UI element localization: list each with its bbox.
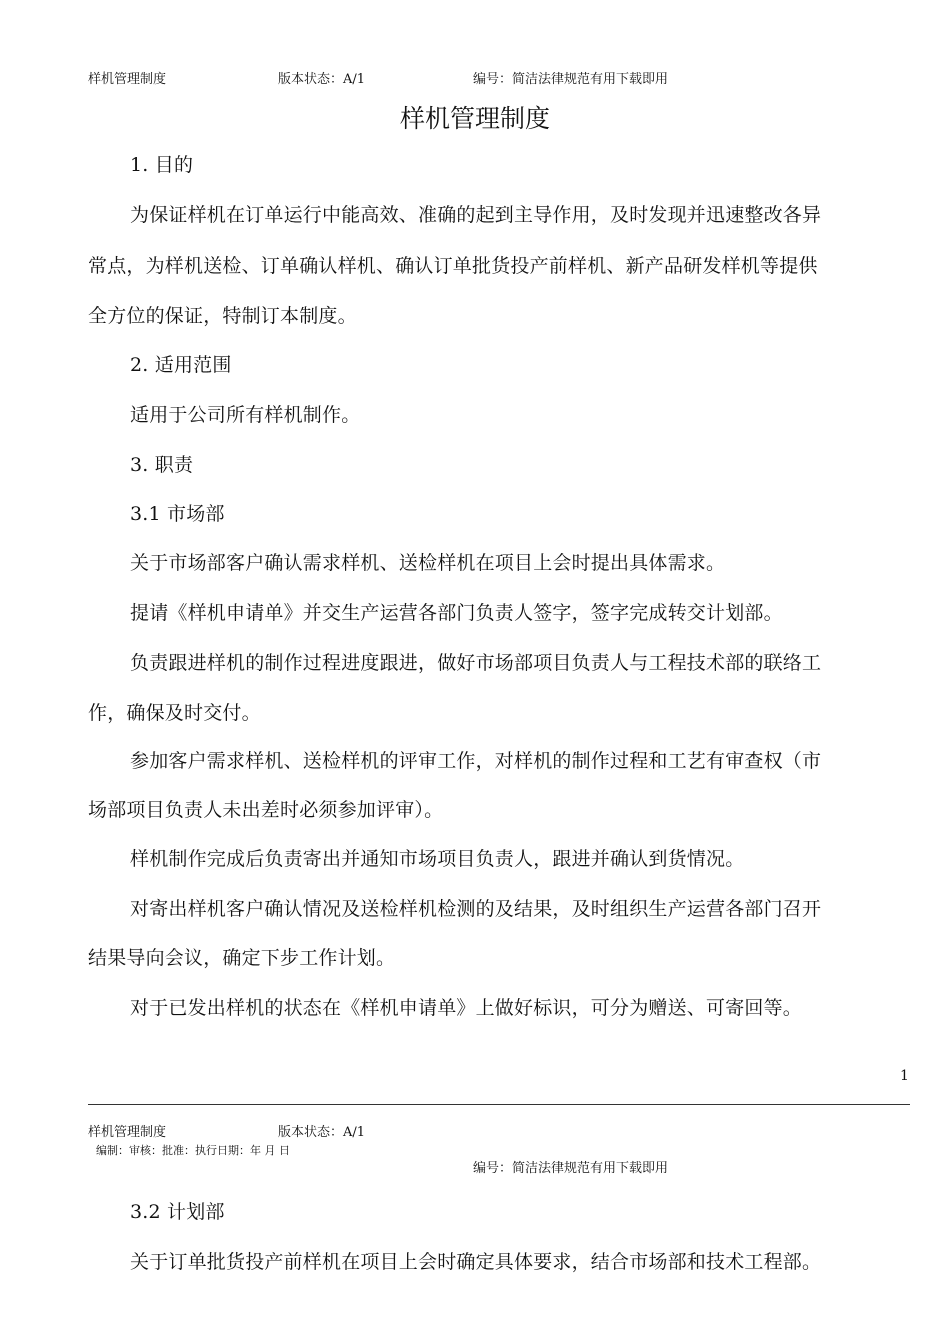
paragraph-line: 关于市场部客户确认需求样机、送检样机在项目上会时提出具体需求。 [130,552,726,574]
paragraph-line: 参加客户需求样机、送检样机的评审工作，对样机的制作过程和工艺有审查权（市 [130,750,822,772]
paragraph-line: 常点，为样机送检、订单确认样机、确认订单批货投产前样机、新产品研发样机等提供 [88,255,818,277]
header-doc-name: 样机管理制度 [88,1125,167,1140]
header-version: 版本状态：A/1 [278,72,366,87]
paragraph-line: 关于订单批货投产前样机在项目上会时确定具体要求，结合市场部和技术工程部。 [130,1251,822,1273]
paragraph-line: 提请《样机申请单》并交生产运营各部门负责人签字，签字完成转交计划部。 [130,602,783,624]
header-number: 编号：简洁法律规范有用下载即用 [473,72,669,87]
section-heading-purpose: 1. 目的 [130,154,194,176]
page-number: 1 [900,1068,909,1084]
document-title: 样机管理制度 [399,104,550,133]
header-version: 版本状态：A/1 [278,1125,366,1140]
header-approval-line: 编制：审核：批准：执行日期：年 月 日 [96,1144,290,1157]
paragraph-line: 作，确保及时交付。 [88,702,261,724]
section-heading-scope: 2. 适用范围 [130,354,232,376]
paragraph-line: 适用于公司所有样机制作。 [130,404,361,426]
section-heading-responsibilities: 3. 职责 [130,454,194,476]
paragraph-line: 全方位的保证，特制订本制度。 [88,305,357,327]
subsection-heading-marketing: 3.1 市场部 [130,503,225,525]
header-number: 编号：简洁法律规范有用下载即用 [473,1161,669,1176]
paragraph-line: 为保证样机在订单运行中能高效、准确的起到主导作用，及时发现并迅速整改各异 [130,204,822,226]
paragraph-line: 对于已发出样机的状态在《样机申请单》上做好标识，可分为赠送、可寄回等。 [130,997,803,1019]
paragraph-line: 对寄出样机客户确认情况及送检样机检测的及结果，及时组织生产运营各部门召开 [130,898,822,920]
paragraph-line: 样机制作完成后负责寄出并通知市场项目负责人，跟进并确认到货情况。 [130,848,745,870]
paragraph-line: 结果导向会议，确定下步工作计划。 [88,947,396,969]
paragraph-line: 负责跟进样机的制作过程进度跟进，做好市场部项目负责人与工程技术部的联络工 [130,652,822,674]
header-doc-name: 样机管理制度 [88,72,167,87]
page-separator [88,1104,910,1105]
subsection-heading-planning: 3.2 计划部 [130,1201,225,1223]
paragraph-line: 场部项目负责人未出差时必须参加评审）。 [88,799,444,821]
